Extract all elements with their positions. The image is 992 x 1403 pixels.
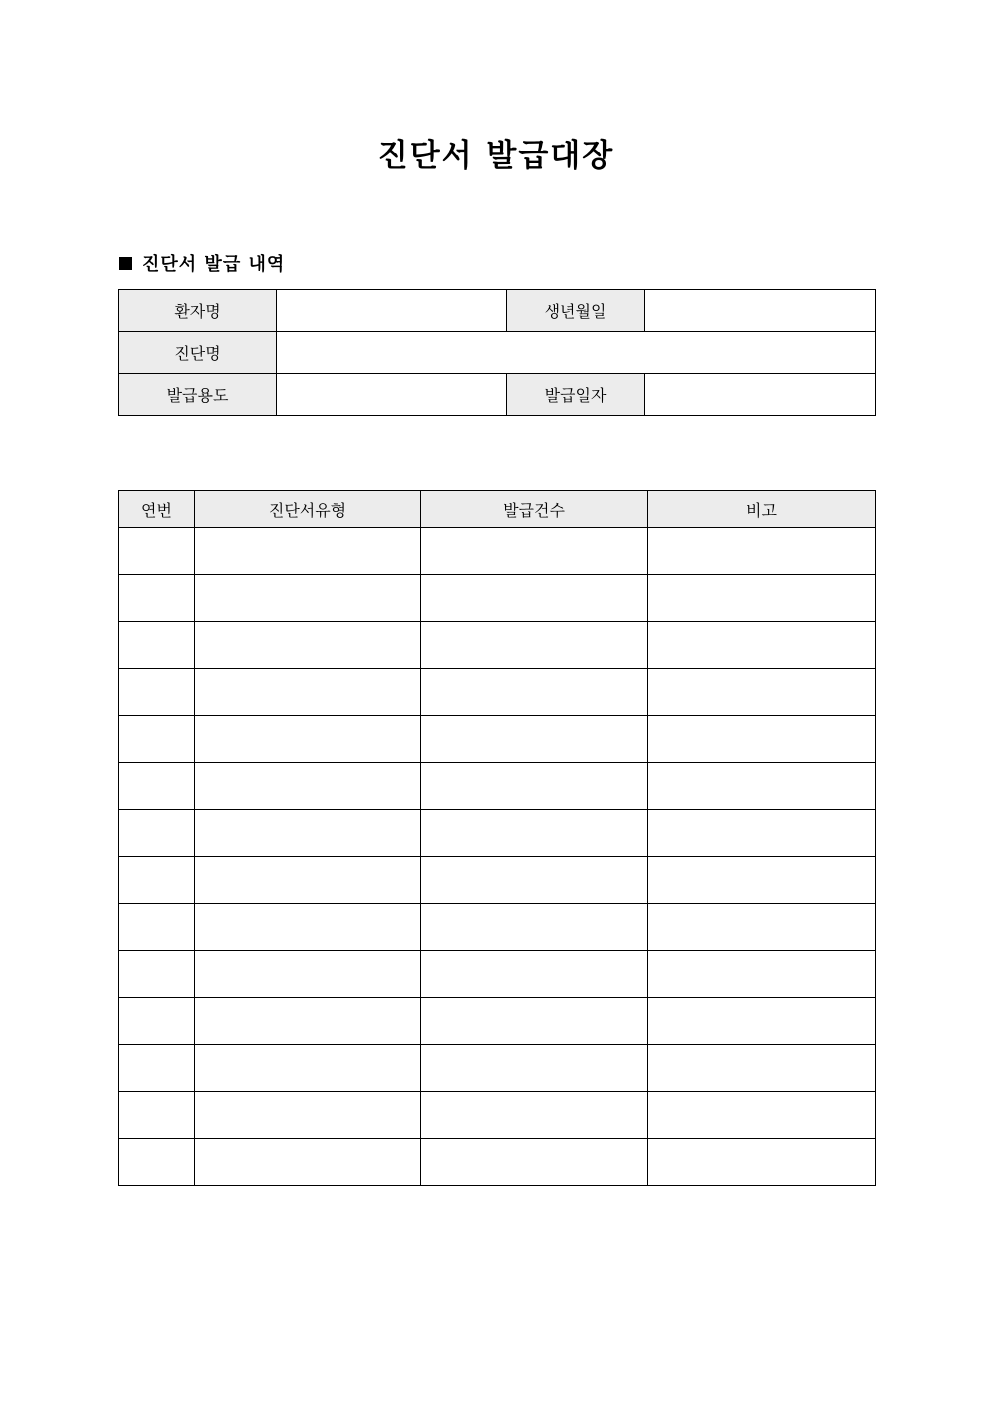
table-row (119, 669, 876, 716)
type-cell[interactable] (195, 1045, 421, 1092)
table-row (119, 716, 876, 763)
count-cell[interactable] (421, 810, 648, 857)
number-cell[interactable] (119, 904, 195, 951)
number-cell[interactable] (119, 951, 195, 998)
count-cell[interactable] (421, 904, 648, 951)
column-header-number: 연번 (119, 491, 195, 528)
table-row (119, 810, 876, 857)
purpose-label: 발급용도 (119, 374, 277, 416)
square-bullet-icon (119, 257, 132, 270)
number-cell[interactable] (119, 575, 195, 622)
remarks-cell[interactable] (648, 622, 876, 669)
number-cell[interactable] (119, 1045, 195, 1092)
issuance-ledger-table (118, 490, 876, 1186)
column-header-remarks: 비고 (648, 491, 876, 528)
remarks-cell[interactable] (648, 810, 876, 857)
remarks-cell[interactable] (648, 575, 876, 622)
count-cell[interactable] (421, 669, 648, 716)
number-cell[interactable] (119, 998, 195, 1045)
diagnosis-label: 진단명 (119, 332, 277, 374)
remarks-cell[interactable] (648, 857, 876, 904)
type-cell[interactable] (195, 998, 421, 1045)
table-row (119, 622, 876, 669)
number-cell[interactable] (119, 528, 195, 575)
issue-date-field[interactable] (645, 374, 876, 416)
type-cell[interactable] (195, 669, 421, 716)
birth-date-label: 생년월일 (507, 290, 645, 332)
count-cell[interactable] (421, 763, 648, 810)
table-row (119, 1045, 876, 1092)
remarks-cell[interactable] (648, 1092, 876, 1139)
type-cell[interactable] (195, 1139, 421, 1186)
count-cell[interactable] (421, 716, 648, 763)
remarks-cell[interactable] (648, 528, 876, 575)
table-row (119, 857, 876, 904)
type-cell[interactable] (195, 763, 421, 810)
table-header-row (119, 491, 876, 528)
patient-name-field[interactable] (277, 290, 507, 332)
number-cell[interactable] (119, 1139, 195, 1186)
table-row (119, 998, 876, 1045)
remarks-cell[interactable] (648, 1139, 876, 1186)
type-cell[interactable] (195, 1092, 421, 1139)
section-heading-label: 진단서 발급 내역 (142, 254, 286, 275)
column-header-count: 발급건수 (421, 491, 648, 528)
count-cell[interactable] (421, 575, 648, 622)
table-row (119, 1092, 876, 1139)
issue-date-label: 발급일자 (507, 374, 645, 416)
table-row (119, 290, 876, 332)
number-cell[interactable] (119, 763, 195, 810)
section-heading (119, 252, 285, 278)
count-cell[interactable] (421, 528, 648, 575)
count-cell[interactable] (421, 1045, 648, 1092)
issuance-details-table (118, 289, 876, 416)
type-cell[interactable] (195, 951, 421, 998)
patient-name-label: 환자명 (119, 290, 277, 332)
number-cell[interactable] (119, 669, 195, 716)
type-cell[interactable] (195, 716, 421, 763)
table-row (119, 575, 876, 622)
count-cell[interactable] (421, 622, 648, 669)
remarks-cell[interactable] (648, 998, 876, 1045)
type-cell[interactable] (195, 528, 421, 575)
diagnosis-field[interactable] (277, 332, 876, 374)
number-cell[interactable] (119, 622, 195, 669)
column-header-type: 진단서유형 (195, 491, 421, 528)
purpose-field[interactable] (277, 374, 507, 416)
number-cell[interactable] (119, 857, 195, 904)
table-row (119, 528, 876, 575)
remarks-cell[interactable] (648, 951, 876, 998)
type-cell[interactable] (195, 857, 421, 904)
number-cell[interactable] (119, 716, 195, 763)
remarks-cell[interactable] (648, 716, 876, 763)
count-cell[interactable] (421, 857, 648, 904)
count-cell[interactable] (421, 951, 648, 998)
remarks-cell[interactable] (648, 904, 876, 951)
table-row (119, 374, 876, 416)
number-cell[interactable] (119, 810, 195, 857)
table-row (119, 763, 876, 810)
number-cell[interactable] (119, 1092, 195, 1139)
type-cell[interactable] (195, 904, 421, 951)
count-cell[interactable] (421, 998, 648, 1045)
type-cell[interactable] (195, 575, 421, 622)
table-row (119, 1139, 876, 1186)
birth-date-field[interactable] (645, 290, 876, 332)
type-cell[interactable] (195, 622, 421, 669)
table-row (119, 951, 876, 998)
remarks-cell[interactable] (648, 669, 876, 716)
type-cell[interactable] (195, 810, 421, 857)
table-row (119, 332, 876, 374)
count-cell[interactable] (421, 1092, 648, 1139)
remarks-cell[interactable] (648, 763, 876, 810)
remarks-cell[interactable] (648, 1045, 876, 1092)
count-cell[interactable] (421, 1139, 648, 1186)
page-title: 진단서 발급대장 (377, 138, 615, 174)
table-row (119, 904, 876, 951)
